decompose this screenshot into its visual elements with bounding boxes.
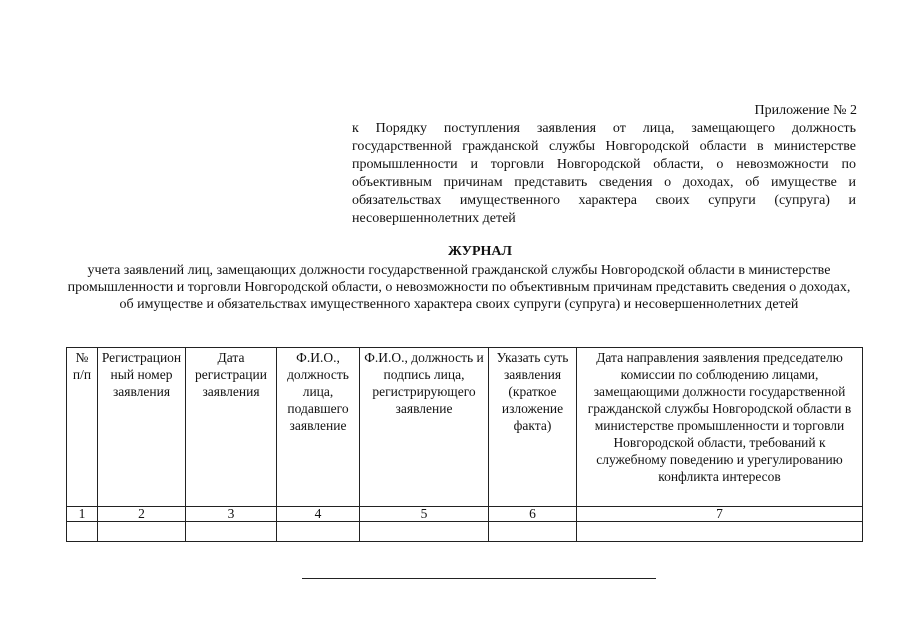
journal-subtitle: учета заявлений лиц, замещающих должности государственной гражданской службы Новгородской области в министерстве промышленности и торговли Новгородской области, о невозможности по объективным причинам представить сведения о доходах, об имуществе и обязательствах имущественного характера своих супруги (супруга) и несовершеннолетних детей (67, 263, 851, 312)
journal-heading: ЖУРНАЛ (448, 244, 512, 259)
column-header-registration-date: Дата регистрации заявления (186, 348, 277, 507)
empty-cell (277, 522, 360, 542)
table-header-row (67, 348, 863, 507)
empty-cell (67, 522, 98, 542)
bottom-divider-line (302, 578, 656, 579)
column-header-registrar: Ф.И.О., должность и подпись лица, регистрирующего заявление (360, 348, 489, 507)
column-number: 5 (360, 507, 489, 522)
empty-cell (489, 522, 577, 542)
column-number: 6 (489, 507, 577, 522)
appendix-text: к Порядку поступления заявления от лица, замещающего должность государственной гражданской службы Новгородской области в министерстве промышленности и торговли Новгородской области, о невозможности по объективным причинам представить сведения о доходах, об имуществе и обязательствах имущественного характера своих супруги (супруга) и несовершеннолетних детей (352, 121, 856, 226)
column-number: 7 (577, 507, 863, 522)
column-number: 1 (67, 507, 98, 522)
empty-cell (98, 522, 186, 542)
empty-cell (186, 522, 277, 542)
column-number: 2 (98, 507, 186, 522)
column-number-row (67, 507, 863, 522)
column-header-submission-date: Дата направления заявления председателю комиссии по соблюдению лицами, замещающими должности государственной гражданской службы Новгородской области в министерстве промышленности и торговли Новгородской области, требований к служебному поведению и урегулированию конфликта интересов (577, 348, 863, 507)
column-number: 4 (277, 507, 360, 522)
empty-entry-row (67, 522, 863, 542)
column-header-number: № п/п (67, 348, 98, 507)
column-header-applicant: Ф.И.О., должность лица, подавшего заявление (277, 348, 360, 507)
empty-cell (360, 522, 489, 542)
column-header-summary: Указать суть заявления (краткое изложение факта) (489, 348, 577, 507)
column-number: 3 (186, 507, 277, 522)
appendix-title: Приложение № 2 (754, 103, 857, 118)
column-header-registration-number: Регистрационный номер заявления (98, 348, 186, 507)
journal-table (66, 347, 863, 542)
empty-cell (577, 522, 863, 542)
